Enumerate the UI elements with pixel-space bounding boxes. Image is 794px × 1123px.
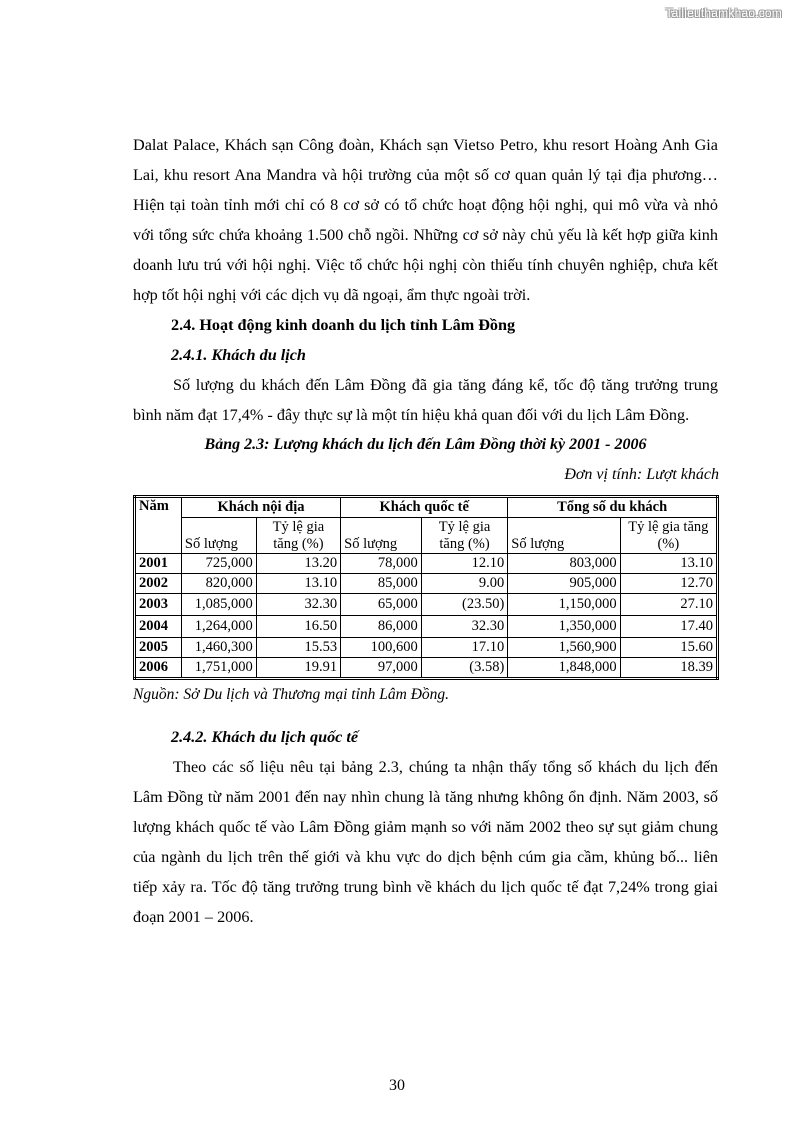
cell-dom-count: 820,000 <box>181 574 256 594</box>
cell-dom-count: 725,000 <box>181 554 256 574</box>
header-total: Tổng số du khách <box>508 497 718 518</box>
cell-dom-rate: 32.30 <box>256 594 340 616</box>
cell-total-count: 1,848,000 <box>508 658 620 679</box>
section-heading: 2.4. Hoạt động kinh doanh du lịch tỉnh Lâm Đồng <box>171 316 516 334</box>
paragraph-tourist-growth: Số lượng du khách đến Lâm Đồng đã gia tăng đáng kể, tốc độ tăng trưởng trung bình năm đạt 17,4% - đây thực sự là một tín hiệu khả quan đối với du lịch Lâm Đồng. <box>133 376 718 424</box>
subsection-heading-international: 2.4.2. Khách du lịch quốc tế <box>171 728 359 746</box>
table-source: Nguồn: Sở Du lịch và Thương mại tỉnh Lâm Đồng. <box>133 686 450 703</box>
cell-total-count: 1,350,000 <box>508 616 620 638</box>
cell-total-rate: 13.10 <box>620 554 717 574</box>
cell-total-rate: 17.40 <box>620 616 717 638</box>
cell-intl-rate: 9.00 <box>421 574 508 594</box>
cell-dom-rate: 13.20 <box>256 554 340 574</box>
cell-intl-count: 97,000 <box>341 658 422 679</box>
cell-intl-rate: 17.10 <box>421 638 508 658</box>
table-row <box>135 638 718 658</box>
table-caption: Bảng 2.3: Lượng khách du lịch đến Lâm Đồng thời kỳ 2001 - 2006 <box>204 436 647 453</box>
header-international: Khách quốc tế <box>341 497 508 518</box>
tourist-table <box>133 495 719 680</box>
header-year: Năm <box>135 497 182 554</box>
cell-total-count: 905,000 <box>508 574 620 594</box>
cell-intl-rate: 12.10 <box>421 554 508 574</box>
cell-intl-rate: (23.50) <box>421 594 508 616</box>
cell-dom-rate: 13.10 <box>256 574 340 594</box>
cell-intl-rate: (3.58) <box>421 658 508 679</box>
cell-year: 2003 <box>135 594 182 616</box>
cell-year: 2004 <box>135 616 182 638</box>
cell-total-count: 803,000 <box>508 554 620 574</box>
subheader-total-count: Số lượng <box>508 518 620 554</box>
table-row <box>135 658 718 679</box>
table-row <box>135 594 718 616</box>
table-row <box>135 554 718 574</box>
cell-dom-count: 1,264,000 <box>181 616 256 638</box>
cell-total-rate: 27.10 <box>620 594 717 616</box>
cell-dom-rate: 19.91 <box>256 658 340 679</box>
cell-year: 2002 <box>135 574 182 594</box>
cell-intl-count: 100,600 <box>341 638 422 658</box>
cell-dom-count: 1,085,000 <box>181 594 256 616</box>
table-row <box>135 616 718 638</box>
subsection-heading-tourists: 2.4.1. Khách du lịch <box>171 346 306 364</box>
cell-year: 2006 <box>135 658 182 679</box>
cell-intl-count: 86,000 <box>341 616 422 638</box>
cell-dom-count: 1,751,000 <box>181 658 256 679</box>
cell-intl-count: 78,000 <box>341 554 422 574</box>
cell-total-count: 1,150,000 <box>508 594 620 616</box>
cell-dom-rate: 15.53 <box>256 638 340 658</box>
paragraph-accommodation: Dalat Palace, Khách sạn Công đoàn, Khách sạn Vietso Petro, khu resort Hoàng Anh Gia Lai, khu resort Ana Mandra và hội trường của một số cơ quan quản lý tại địa phương… Hiện tại toàn tỉnh mới chỉ có 8 cơ sở có tổ chức hoạt động hội nghị, qui mô vừa và nhỏ với tổng sức chứa khoảng 1.500 chỗ ngồi. Những cơ sở này chủ yếu là kết hợp giữa kinh doanh lưu trú với hội nghị. Việc tổ chức hội nghị còn thiếu tính chuyên nghiệp, chưa kết hợp tốt hội nghị với các dịch vụ dã ngoại, ẩm thực ngoài trời. <box>133 136 718 304</box>
subheader-intl-rate: Tỷ lệ gia tăng (%) <box>421 518 508 554</box>
cell-year: 2001 <box>135 554 182 574</box>
subheader-dom-count: Số lượng <box>181 518 256 554</box>
subheader-total-rate: Tỷ lệ gia tăng (%) <box>620 518 717 554</box>
cell-total-rate: 15.60 <box>620 638 717 658</box>
header-domestic: Khách nội địa <box>181 497 340 518</box>
cell-intl-count: 85,000 <box>341 574 422 594</box>
cell-total-rate: 12.70 <box>620 574 717 594</box>
cell-intl-count: 65,000 <box>341 594 422 616</box>
page-number: 30 <box>389 1077 405 1094</box>
cell-total-rate: 18.39 <box>620 658 717 679</box>
table-row <box>135 574 718 594</box>
cell-dom-count: 1,460,300 <box>181 638 256 658</box>
cell-total-count: 1,560,900 <box>508 638 620 658</box>
paragraph-international-analysis: Theo các số liệu nêu tại bảng 2.3, chúng ta nhận thấy tổng số khách du lịch đến Lâm Đồng từ năm 2001 đến nay nhìn chung là tăng nhưng không ổn định. Năm 2003, số lượng khách quốc tế vào Lâm Đồng giảm mạnh so với năm 2002 theo sự sụt giảm chung của ngành du lịch trên thế giới và khu vực do dịch bệnh cúm gia cầm, khủng bố... liên tiếp xảy ra. Tốc độ tăng trưởng trung bình về khách du lịch quốc tế đạt 7,24% trong giai đoạn 2001 – 2006. <box>133 758 718 926</box>
cell-year: 2005 <box>135 638 182 658</box>
subheader-dom-rate: Tỷ lệ gia tăng (%) <box>256 518 340 554</box>
cell-intl-rate: 32.30 <box>421 616 508 638</box>
table-unit: Đơn vị tính: Lượt khách <box>564 466 719 483</box>
cell-dom-rate: 16.50 <box>256 616 340 638</box>
table-subheader-row <box>135 518 718 554</box>
watermark: Tailieuthamkhao.com <box>665 6 782 20</box>
table-header-row <box>135 497 718 518</box>
subheader-intl-count: Số lượng <box>341 518 422 554</box>
page-content <box>133 130 718 932</box>
